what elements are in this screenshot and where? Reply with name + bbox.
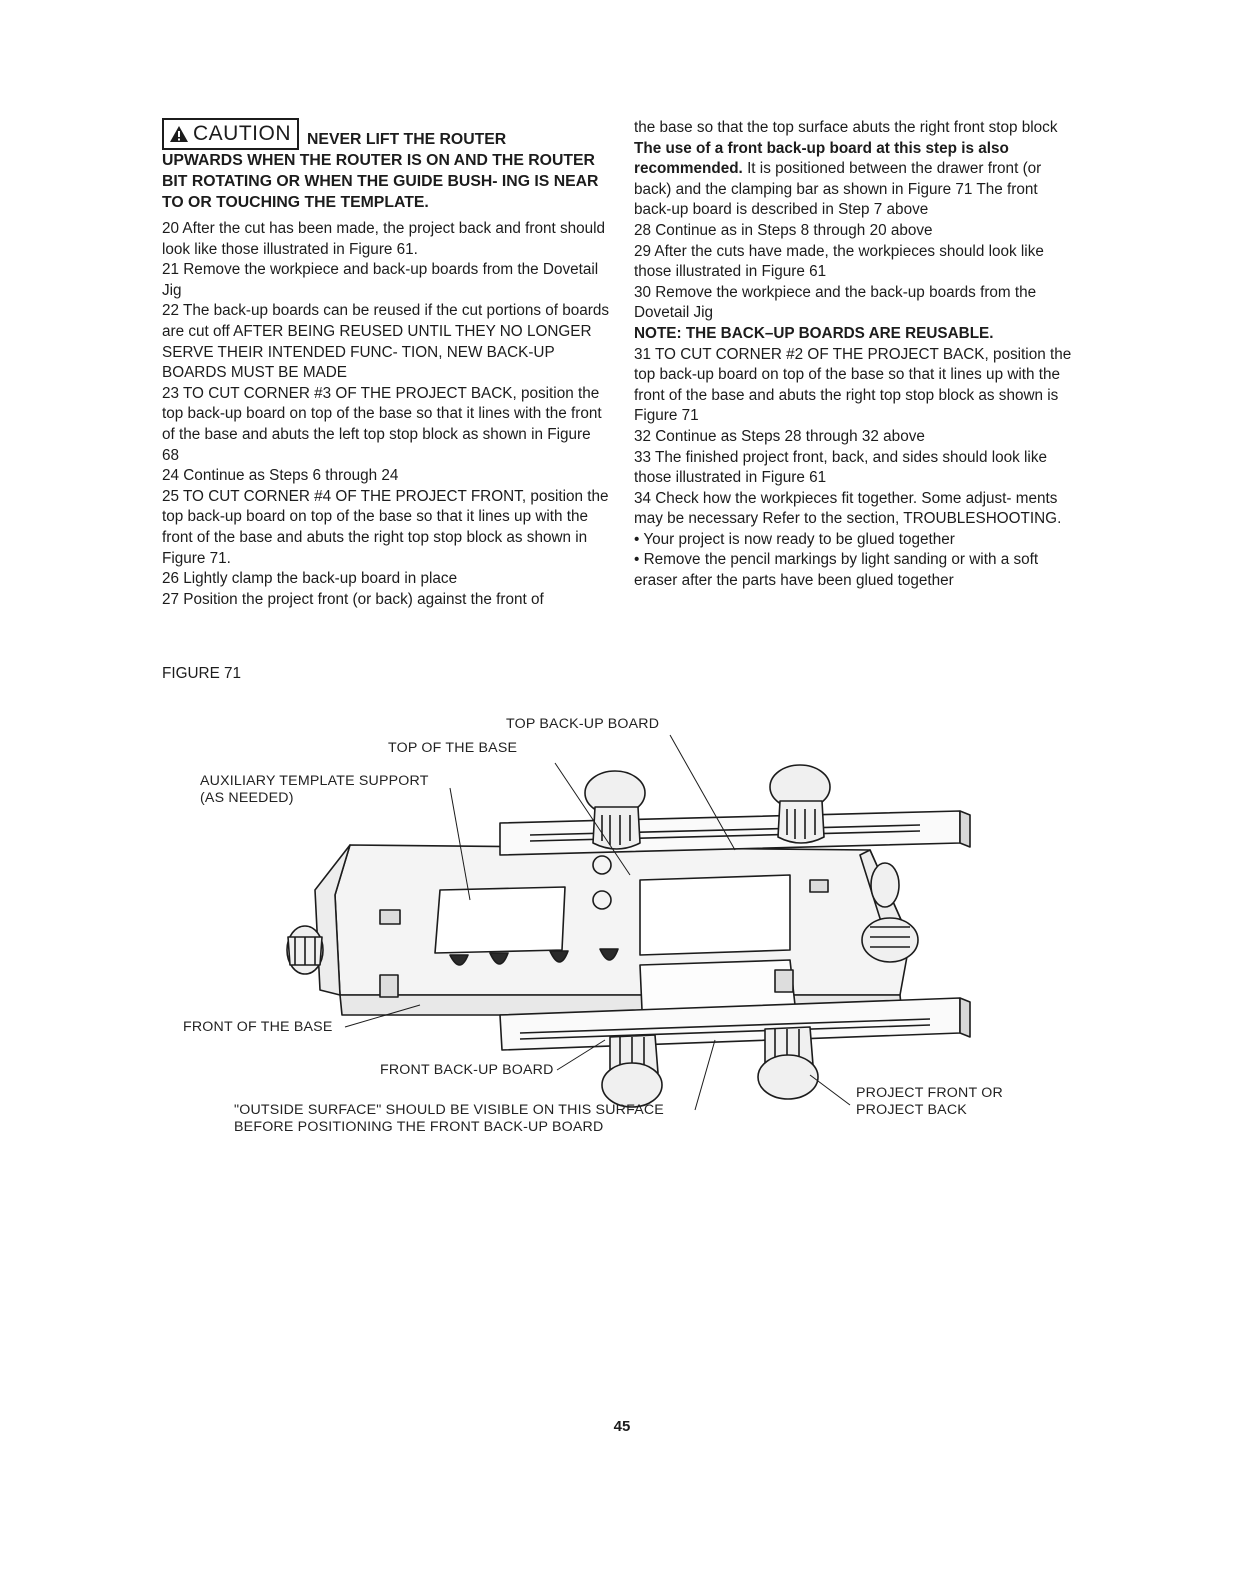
caution-lead: NEVER LIFT THE ROUTER: [307, 131, 507, 148]
step-23: 23 TO CUT CORNER #3 OF THE PROJECT BACK, position the top back-up board on top of the base so that it lines with the front of the base and abuts the left top stop block as shown in Figure 68: [162, 384, 602, 464]
callout-top-of-base: TOP OF THE BASE: [388, 740, 518, 756]
figure-label: FIGURE 71: [162, 665, 242, 682]
warning-triangle-icon: [169, 125, 189, 143]
figure-71: [170, 715, 1070, 1160]
step-24: 24 Continue as Steps 6 through 24: [162, 467, 399, 485]
right-column: [634, 118, 1078, 592]
step-21: 21 Remove the workpiece and back-up boards from the Dovetail Jig: [162, 261, 599, 299]
callout-front-of-base: FRONT OF THE BASE: [183, 1019, 333, 1035]
note-reusable: NOTE: THE BACK–UP BOARDS ARE REUSABLE.: [634, 324, 994, 342]
step-26: 26 Lightly clamp the back-up board in place: [162, 570, 458, 588]
left-column: [162, 118, 610, 610]
step-27: 27 Position the project front (or back) against the front of: [162, 590, 544, 608]
caution-label: CAUTION: [193, 122, 291, 145]
bullet-pencil: • Remove the pencil markings by light sanding or with a soft eraser after the parts have been glued together: [634, 551, 1039, 590]
step-27-continued: [634, 118, 1078, 221]
page-number: 45: [613, 1418, 631, 1435]
callout-top-backup-board: TOP BACK-UP BOARD: [506, 716, 660, 732]
callout-auxiliary-support: AUXILIARY TEMPLATE SUPPORT: [200, 773, 429, 789]
caution-block: [162, 118, 610, 213]
step-27-text-a: the base so that the top surface abuts the right front stop block: [634, 119, 1058, 136]
callout-front-backup-board: FRONT BACK-UP BOARD: [380, 1062, 554, 1078]
step-27-bold: The use of a front back-up board at this step is also recommended.: [634, 139, 1009, 178]
caution-label-box: [162, 118, 299, 150]
callout-project-back: PROJECT BACK: [856, 1102, 967, 1118]
step-29: 29 After the cuts have made, the workpieces should look like those illustrated in Figure 61: [634, 242, 1044, 281]
bullet-glue: • Your project is now ready to be glued together: [634, 530, 955, 548]
callout-outside-surface: "OUTSIDE SURFACE" SHOULD BE VISIBLE ON THIS SURFACE: [234, 1102, 664, 1118]
caution-text: UPWARDS WHEN THE ROUTER IS ON AND THE ROUTER BIT ROTATING OR WHEN THE GUIDE BUSH- ING IS NEAR TO OR TOUCHING THE TEMPLATE.: [162, 152, 599, 211]
step-33: 33 The finished project front, back, and sides should look like those illustrated in Figure 61: [634, 448, 1047, 487]
step-27-text-b: It is positioned between the drawer front (or back) and the clamping bar as shown in Figure 71 The front back-up board is described in Step 7 above: [634, 160, 1042, 219]
callout-project-front: PROJECT FRONT OR: [856, 1085, 1003, 1101]
callout-as-needed: (AS NEEDED): [200, 790, 294, 806]
step-32: 32 Continue as Steps 28 through 32 above: [634, 427, 925, 445]
callout-before-positioning: BEFORE POSITIONING THE FRONT BACK-UP BOARD: [234, 1119, 604, 1135]
step-20: 20 After the cut has been made, the project back and front should look like those illustrated in Figure 61.: [162, 220, 606, 258]
step-31: 31 TO CUT CORNER #2 OF THE PROJECT BACK, position the top back-up board on top of the base so that it lines up with the front of the base and abuts the right top stop block as shown is Figure 71: [634, 345, 1072, 425]
step-28: 28 Continue as in Steps 8 through 20 above: [634, 221, 933, 239]
step-30: 30 Remove the workpiece and the back-up boards from the Dovetail Jig: [634, 283, 1037, 322]
step-34: 34 Check how the workpieces fit together. Some adjust- ments may be necessary Refer to the section, TROUBLESHOOTING.: [634, 489, 1062, 528]
step-25: 25 TO CUT CORNER #4 OF THE PROJECT FRONT, position the top back-up board on top of the base so that it lines up with the front of the base and abuts the right top stop block as shown in Figure 71.: [162, 487, 609, 567]
step-22: 22 The back-up boards can be reused if the cut portions of boards are cut off AFTER BEING REUSED UNTIL THEY NO LONGER SERVE THEIR INTENDED FUNC- TION, NEW BACK-UP BOARDS MUST BE MADE: [162, 302, 610, 382]
